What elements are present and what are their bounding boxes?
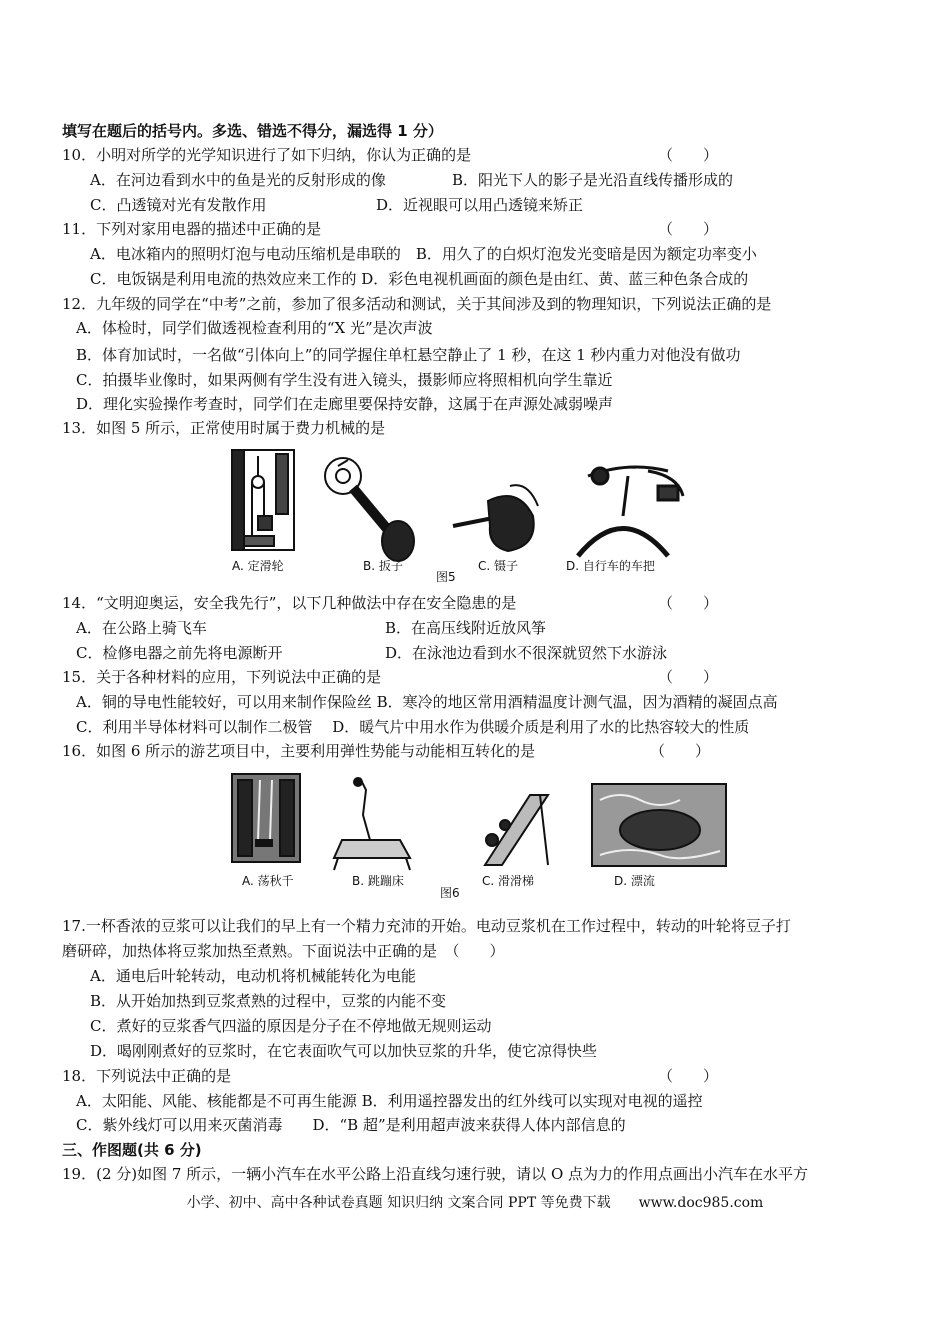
q19-stem: 19．(2 分)如图 7 所示，一辆小汽车在水平公路上沿直线匀速行驶，请以 O 点为力的作用点画出小汽车在水平方 bbox=[62, 1165, 809, 1183]
fixed-pulley-image bbox=[232, 450, 294, 550]
q12-option-a: A．体检时，同学们做透视检查利用的“X 光”是次声波 bbox=[76, 319, 433, 337]
q15-options-cd: C．利用半导体材料可以制作二极管 D．暖气片中用水作为供暖介质是利用了水的比热容较大的性质 bbox=[76, 718, 750, 736]
figure-6-title: 图6 bbox=[440, 886, 460, 900]
q14-answer-paren: （ ） bbox=[658, 594, 719, 612]
trampoline-image bbox=[334, 778, 410, 870]
q12-option-d: D．理化实验操作考查时，同学们在走廊里要保持安静，这属于在声源处减弱噪声 bbox=[76, 395, 614, 413]
bicycle-handlebar-image bbox=[578, 467, 683, 556]
q18-options-ab: A．太阳能、风能、核能都是不可再生能源 B．利用遥控器发出的红外线可以实现对电视的遥控 bbox=[76, 1092, 703, 1110]
q16-answer-paren: （ ） bbox=[650, 742, 711, 760]
q18-stem: 18．下列说法中正确的是 bbox=[62, 1067, 232, 1085]
q10-option-a: A．在河边看到水中的鱼是光的反射形成的像 bbox=[90, 171, 386, 189]
figure-6-label-c: C. 滑滑梯 bbox=[482, 874, 535, 888]
q11-stem: 11．下列对家用电器的描述中正确的是 bbox=[62, 220, 322, 238]
q12-stem: 12．九年级的同学在“中考”之前，参加了很多活动和测试，关于其间涉及到的物理知识，下列说法正确的是 bbox=[62, 295, 772, 313]
q11-answer-paren: （ ） bbox=[658, 220, 719, 238]
q10-answer-paren: （ ） bbox=[658, 146, 719, 164]
q10-option-d: D．近视眼可以用凸透镜来矫正 bbox=[376, 196, 584, 214]
figure-6-label-b: B. 跳蹦床 bbox=[352, 874, 404, 888]
q11-options-ab: A．电冰箱内的照明灯泡与电动压缩机是串联的 B．用久了的白炽灯泡发光变暗是因为额定功率变小 bbox=[90, 245, 757, 263]
swing-image bbox=[232, 774, 300, 862]
q18-options-cd: C．紫外线灯可以用来灭菌消毒 D．“B 超”是利用超声波来获得人体内部信息的 bbox=[76, 1116, 626, 1134]
q10-stem: 10．小明对所学的光学知识进行了如下归纳，你认为正确的是 bbox=[62, 146, 472, 164]
q14-option-d: D．在泳池边看到水不很深就贸然下水游泳 bbox=[385, 644, 668, 662]
q16-stem: 16．如图 6 所示的游艺项目中，主要利用弹性势能与动能相互转化的是 bbox=[62, 742, 536, 760]
q14-option-a: A．在公路上骑飞车 bbox=[76, 619, 207, 637]
figure-5-label-b: B. 扳子 bbox=[363, 559, 403, 573]
q13-stem: 13．如图 5 所示，正常使用时属于费力机械的是 bbox=[62, 419, 386, 437]
wrench-image bbox=[325, 458, 414, 561]
figure-6 bbox=[230, 770, 730, 898]
q17-option-c: C．煮好的豆浆香气四溢的原因是分子在不停地做无规则运动 bbox=[90, 1017, 492, 1035]
slide-image bbox=[485, 795, 548, 865]
q14-option-b: B．在高压线附近放风筝 bbox=[385, 619, 547, 637]
figure-5 bbox=[228, 446, 688, 584]
tweezers-image bbox=[453, 485, 538, 551]
section-instruction: 填写在题后的括号内。多选、错选不得分，漏选得 1 分） bbox=[62, 122, 443, 140]
q10-option-c: C．凸透镜对光有发散作用 bbox=[90, 196, 267, 214]
section-3-heading: 三、作图题(共 6 分) bbox=[62, 1141, 202, 1159]
q15-options-ab: A．铜的导电性能较好，可以用来制作保险丝 B．寒冷的地区常用酒精温度计测气温，因为酒精的凝固点高 bbox=[76, 693, 778, 711]
page-footer: 小学、初中、高中各种试卷真题 知识归纳 文案合同 PPT 等免费下载 www.doc985.com bbox=[186, 1195, 764, 1211]
figure-5-label-a: A. 定滑轮 bbox=[232, 559, 284, 573]
figure-5-label-c: C. 镊子 bbox=[478, 559, 519, 573]
q14-stem: 14．“文明迎奥运，安全我先行”，以下几种做法中存在安全隐患的是 bbox=[62, 594, 517, 612]
q15-answer-paren: （ ） bbox=[658, 668, 719, 686]
q17-option-d: D．喝刚刚煮好的豆浆时，在它表面吹气可以加快豆浆的升华，使它凉得快些 bbox=[90, 1042, 598, 1060]
q17-stem-line2: 磨研碎，加热体将豆浆加热至煮熟。下面说法中正确的是 （ ） bbox=[62, 942, 505, 960]
q10-option-b: B．阳光下人的影子是光沿直线传播形成的 bbox=[452, 171, 734, 189]
q12-option-c: C．拍摄毕业像时，如果两侧有学生没有进入镜头，摄影师应将照相机向学生靠近 bbox=[76, 371, 613, 389]
rafting-image bbox=[592, 784, 726, 866]
q12-option-b: B．体育加试时，一名做“引体向上”的同学握住单杠悬空静止了 1 秒，在这 1 秒内重力对他没有做功 bbox=[76, 346, 741, 364]
q17-option-a: A．通电后叶轮转动，电动机将机械能转化为电能 bbox=[90, 967, 416, 985]
figure-6-label-d: D. 漂流 bbox=[614, 874, 655, 888]
q15-stem: 15．关于各种材料的应用，下列说法中正确的是 bbox=[62, 668, 382, 686]
q17-stem-line1: 17.一杯香浓的豆浆可以让我们的早上有一个精力充沛的开始。电动豆浆机在工作过程中，转动的叶轮将豆子打 bbox=[62, 917, 791, 935]
figure-5-title: 图5 bbox=[436, 570, 456, 584]
q17-option-b: B．从开始加热到豆浆煮熟的过程中，豆浆的内能不变 bbox=[90, 992, 447, 1010]
q11-options-cd: C．电饭锅是利用电流的热效应来工作的 D．彩色电视机画面的颜色是由红、黄、蓝三种色条合成的 bbox=[90, 270, 749, 288]
figure-6-drawing bbox=[230, 770, 730, 898]
figure-6-label-a: A. 荡秋千 bbox=[242, 874, 294, 888]
q18-answer-paren: （ ） bbox=[658, 1067, 719, 1085]
q14-option-c: C．检修电器之前先将电源断开 bbox=[76, 644, 283, 662]
figure-5-label-d: D. 自行车的车把 bbox=[566, 559, 655, 573]
